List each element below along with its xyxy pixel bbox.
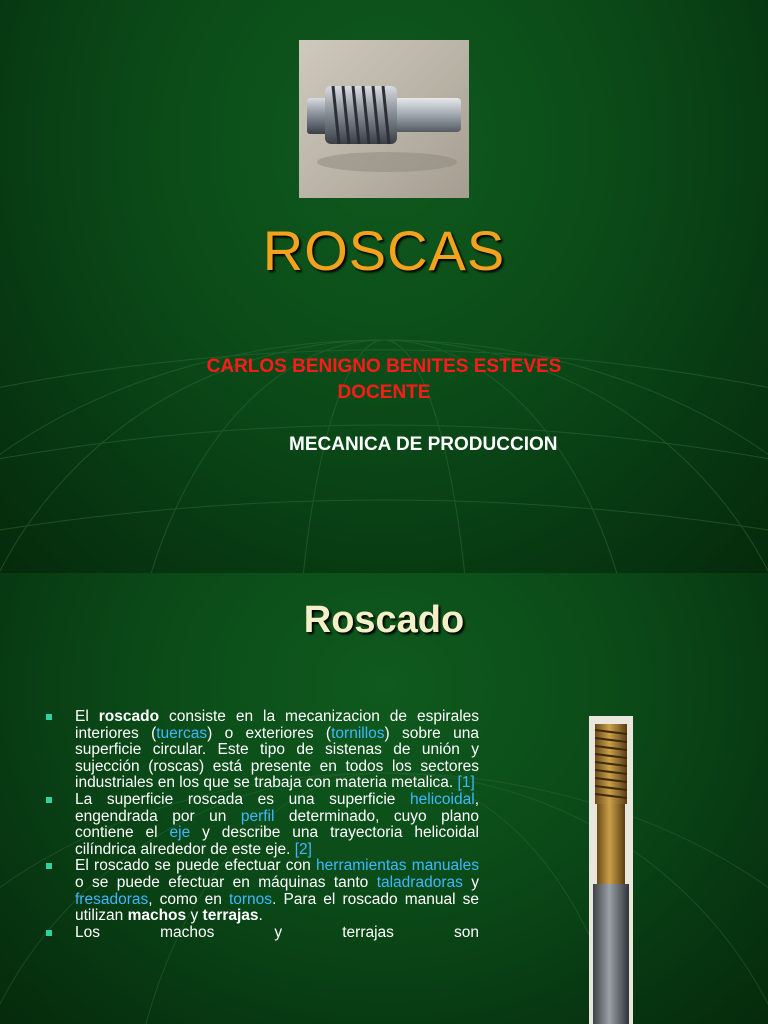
author-role: DOCENTE	[337, 382, 431, 403]
slide-title: Roscado	[303, 599, 465, 641]
course-name: MECANICA DE PRODUCCION	[289, 434, 558, 455]
bullet-item: Los machos y terrajas son	[46, 925, 479, 942]
bullet-list	[46, 709, 479, 941]
bullet-item: El roscado consiste en la mecanizacion de espirales interiores (tuercas) o exteriores (tornillos) sobre una superficie circular. Este tipo de sistenas de unión y sujección (roscas) está presente en todos los sectores industriales en los que se trabaja con materia metalica. [1]	[46, 709, 479, 792]
link-ref-1[interactable]: [1]	[457, 774, 475, 792]
link-tornos[interactable]: tornos	[228, 890, 273, 908]
bold-term: machos	[127, 907, 187, 925]
link-tornillos[interactable]: tornillos	[331, 724, 385, 742]
author-name: CARLOS BENIGNO BENITES ESTEVES	[206, 356, 562, 377]
link-ref-2[interactable]: [2]	[294, 840, 312, 858]
link-taladradoras[interactable]: taladradoras	[376, 873, 463, 891]
bullet-square-icon	[46, 863, 52, 869]
slide-2	[0, 573, 768, 1024]
bullet-item: El roscado se puede efectuar con herramientas manuales o se puede efectuar en máquinas tanto taladradoras y fresadoras, como en tornos. Para el roscado manual se utilizan machos y terrajas.	[46, 858, 479, 924]
link-helicoidal[interactable]: helicoidal	[410, 790, 475, 808]
bold-term: terrajas	[202, 907, 259, 925]
bold-term: roscado	[98, 708, 160, 725]
main-title: ROSCAS	[262, 219, 506, 282]
bullet-item: La superficie roscada es una superficie helicoidal, engendrada por un perfil determinado, cuyo plano contiene el eje y describe una trayectoria helicoidal cilíndrica alrededor de este eje. [2]	[46, 792, 479, 858]
tap-tool-photo-icon	[589, 716, 633, 1024]
author-block	[0, 354, 768, 406]
bullet-square-icon	[46, 930, 52, 936]
bullet-square-icon	[46, 797, 52, 803]
link-fresadoras[interactable]: fresadoras	[75, 890, 149, 908]
worm-screw-photo-icon	[299, 40, 469, 198]
link-perfil[interactable]: perfil	[240, 807, 275, 825]
link-herramientas-manuales[interactable]: herramientas manuales	[316, 857, 479, 875]
link-tuercas[interactable]: tuercas	[156, 724, 208, 742]
bullet-square-icon	[46, 714, 52, 720]
link-eje[interactable]: eje	[169, 824, 191, 842]
